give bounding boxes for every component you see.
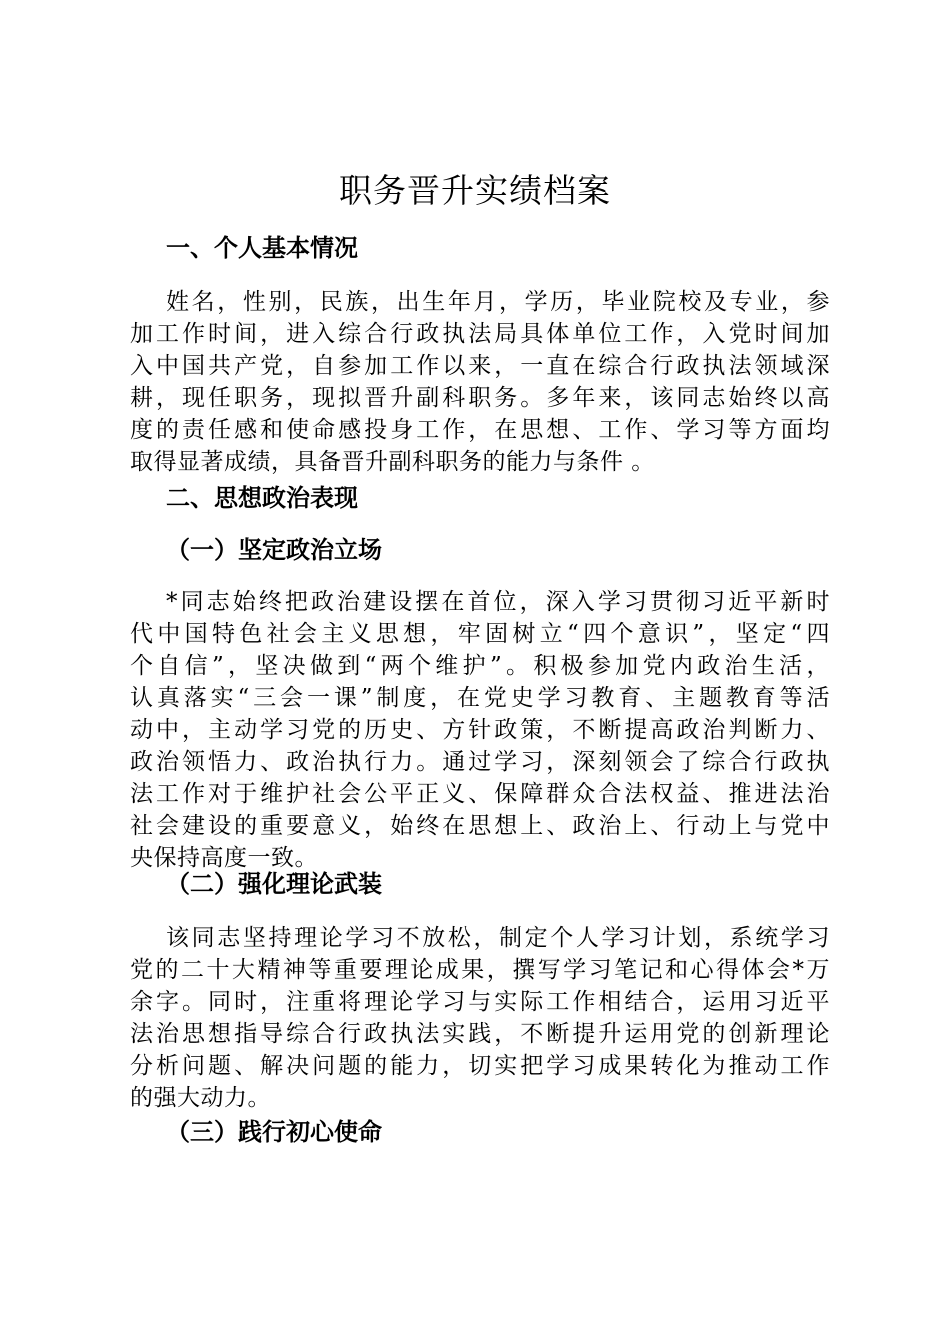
text-line: 个自信”，坚决做到“两个维护”。积极参加党内政治生活， — [130, 653, 830, 679]
text-line: 社会建设的重要意义，始终在思想上、政治上、行动上与党中 — [130, 813, 830, 839]
text-line: 度的责任感和使命感投身工作，在思想、工作、学习等方面均 — [130, 417, 830, 443]
text-line: 入中国共产党，自参加工作以来，一直在综合行政执法领域深 — [130, 353, 830, 379]
text-line: 政治领悟力、政治执行力。通过学习，深刻领会了综合行政执 — [130, 749, 830, 775]
subsection-heading-theory: （二）强化理论武装 — [166, 870, 382, 898]
text-line: 取得显著成绩，具备晋升副科职务的能力与条件 。 — [130, 449, 655, 475]
text-line: 的强大动力。 — [130, 1085, 271, 1111]
text-line: 央保持高度一致。 — [130, 845, 318, 871]
text-line: 加工作时间，进入综合行政执法局具体单位工作，入党时间加 — [130, 321, 830, 347]
text-line: 分析问题、解决问题的能力，切实把学习成果转化为推动工作 — [130, 1053, 830, 1079]
text-line: 余字。同时，注重将理论学习与实际工作相结合，运用习近平 — [130, 989, 830, 1015]
text-line: 耕，现任职务，现拟晋升副科职务。多年来，该同志始终以高 — [130, 385, 830, 411]
paragraph-basic-info — [130, 286, 830, 478]
text-line: 代中国特色社会主义思想，牢固树立“四个意识”，坚定“四 — [130, 621, 830, 647]
text-line: 党的二十大精神等重要理论成果，撰写学习笔记和心得体会*万 — [130, 957, 830, 983]
paragraph-theory — [130, 922, 830, 1114]
document-title: 职务晋升实绩档案 — [339, 171, 611, 210]
text-line: 姓名，性别，民族，出生年月，学历，毕业院校及专业，参 — [166, 289, 830, 315]
section-heading-political: 二、思想政治表现 — [166, 484, 358, 512]
subsection-heading-mission: （三）践行初心使命 — [166, 1118, 382, 1146]
text-line: 该同志坚持理论学习不放松，制定个人学习计划，系统学习 — [166, 925, 830, 951]
text-line: 动中，主动学习党的历史、方针政策，不断提高政治判断力、 — [130, 717, 830, 743]
subsection-heading-political-stance: （一）坚定政治立场 — [166, 536, 382, 564]
paragraph-political-stance — [130, 586, 830, 874]
text-line: 法治思想指导综合行政执法实践，不断提升运用党的创新理论 — [130, 1021, 830, 1047]
text-line: *同志始终把政治建设摆在首位，深入学习贯彻习近平新时 — [166, 589, 830, 615]
text-line: 法工作对于维护社会公平正义、保障群众合法权益、推进法治 — [130, 781, 830, 807]
section-heading-basic-info: 一、个人基本情况 — [166, 234, 358, 262]
text-line: 认真落实“三会一课”制度，在党史学习教育、主题教育等活 — [130, 685, 830, 711]
